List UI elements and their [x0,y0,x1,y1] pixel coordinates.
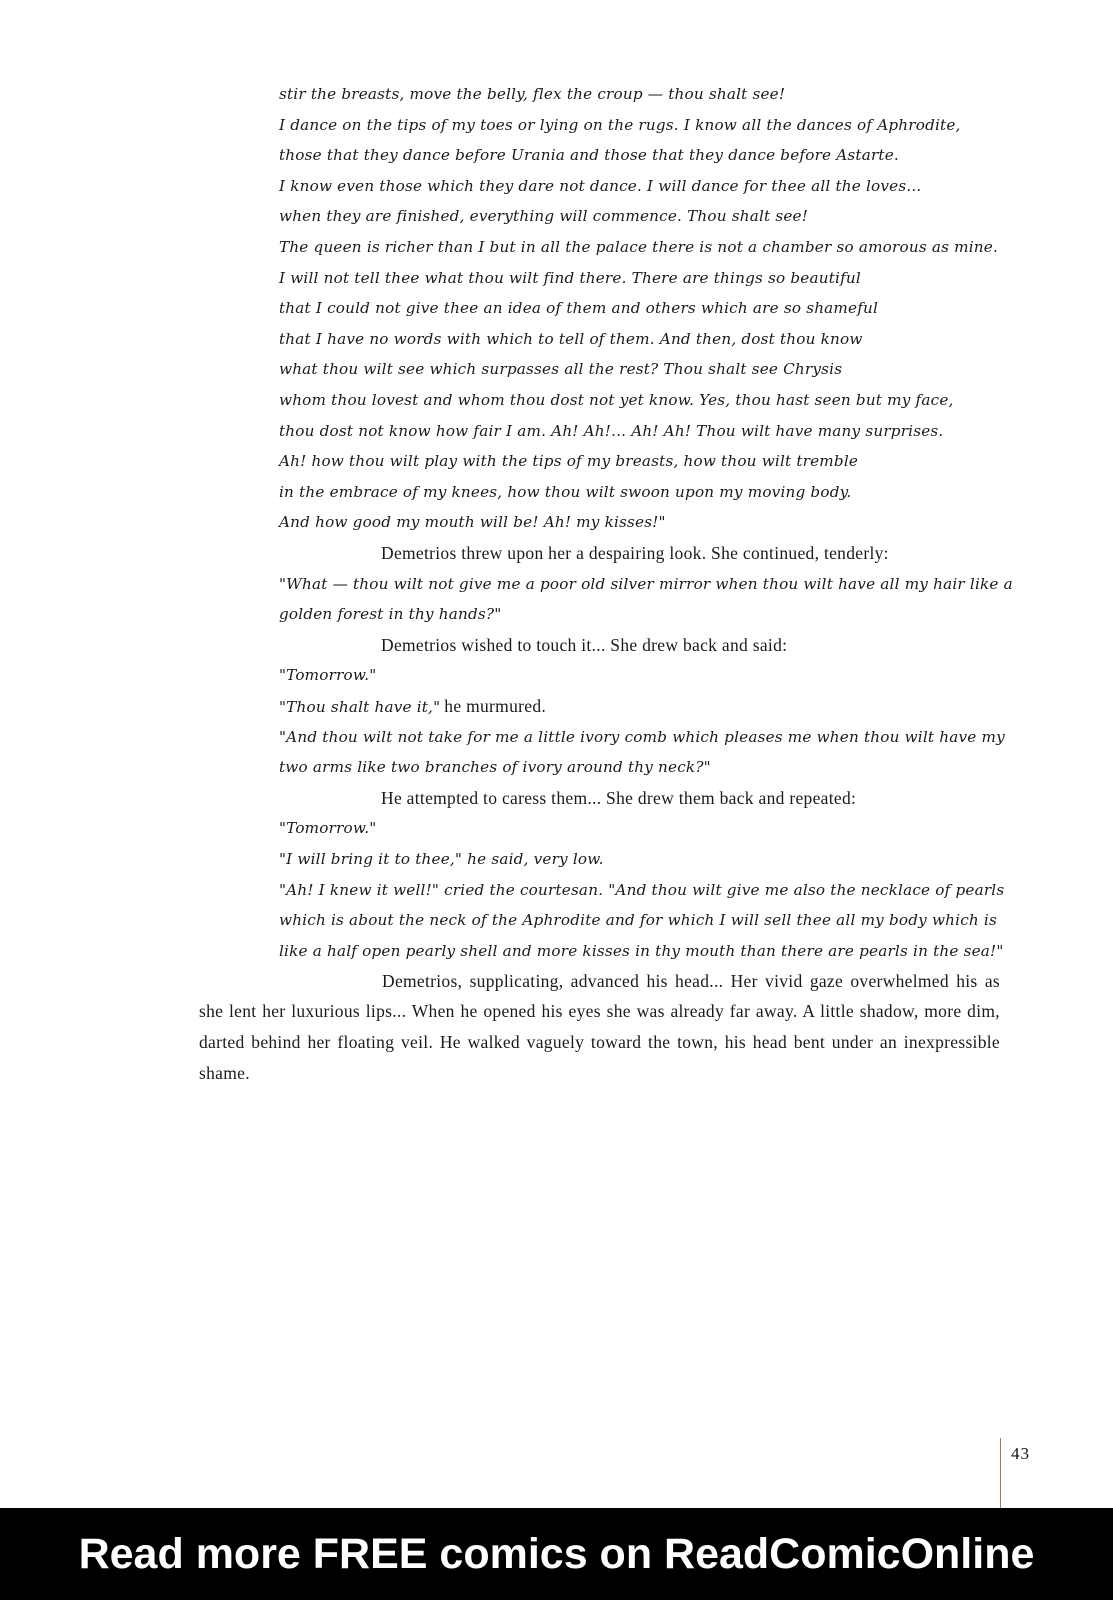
narration-line: He attempted to caress them... She drew them back and repeated: [381,787,857,808]
text-line: two arms like two branches of ivory around thy neck?" [279,758,711,777]
text-line: stir the breasts, move the belly, flex the croup — thou shalt see! [279,85,786,103]
text-line: "What — thou wilt not give me a poor old silver mirror when thou wilt have all my hair like a [279,574,1013,593]
text-line: I know even those which they dare not dance. I will dance for thee all the loves... [279,176,922,195]
text-line: in the embrace of my knees, how thou wilt swoon upon my moving body. [279,482,852,501]
text-line: I dance on the tips of my toes or lying on the rugs. I know all the dances of Aphrodite, [279,115,961,134]
text-line: golden forest in thy hands?" [279,605,502,624]
closing-paragraph: Demetrios, supplicating, advanced his head... Her vivid gaze overwhelmed his as she lent her luxurious lips... When he opened his eyes she was already far away. A little shadow, more dim, darted behind her floating veil. He walked vaguely toward the town, his head bent under an inexpressible shame. [199,970,1000,1083]
text-line: Ah! how thou wilt play with the tips of my breasts, how thou wilt tremble [279,452,859,471]
text-line: The queen is richer than I but in all the palace there is not a chamber so amorous as mine. [279,238,998,256]
text-line: "I will bring it to thee," he said, very low. [279,850,604,868]
text-line: thou dost not know how fair I am. Ah! Ah!... Ah! Ah! Thou wilt have many surprises. [279,421,944,440]
text-line: whom thou lovest and whom thou dost not yet know. Yes, thou hast seen but my face, [279,391,954,409]
promo-banner[interactable]: Read more FREE comics on ReadComicOnline [0,1508,1113,1600]
page-number: 43 [1011,1444,1030,1463]
narration-line: Demetrios threw upon her a despairing look. She continued, tenderly: [381,543,889,563]
narration-line: Demetrios wished to touch it... She drew back and said: [381,634,788,655]
text-line: And how good my mouth will be! Ah! my kisses!" [279,513,666,532]
text-line: what thou wilt see which surpasses all the rest? Thou shalt see Chrysis [279,360,843,379]
text-line: "Ah! I knew it well!" cried the courtesan. "And thou wilt give me also the necklace of pearls [279,880,1005,899]
text-line: that I have no words with which to tell of them. And then, dost thou know [279,329,863,348]
text-line: like a half open pearly shell and more kisses in thy mouth than there are pearls in the sea!" [279,941,1004,960]
text-line: which is about the neck of the Aphrodite and for which I will sell thee all my body which is [279,911,997,930]
text-line: that I could not give thee an idea of them and others which are so shameful [279,299,879,318]
mixed-line [279,696,546,718]
text-line: when they are finished, everything will commence. Thou shalt see! [279,207,809,226]
page-number-rule [1000,1438,1001,1508]
text-line: those that they dance before Urania and those that they dance before Astarte. [279,146,899,165]
text-line: "Tomorrow." [279,819,377,838]
text-line: I will not tell thee what thou wilt find there. There are things so beautiful [279,268,861,287]
text-line: "Tomorrow." [279,666,377,685]
dialogue-fragment: "Thou shalt have it," [279,698,441,716]
narration-fragment: he murmured. [444,696,547,716]
text-line: "And thou wilt not take for me a little ivory comb which pleases me when thou wilt have my [279,727,1005,746]
